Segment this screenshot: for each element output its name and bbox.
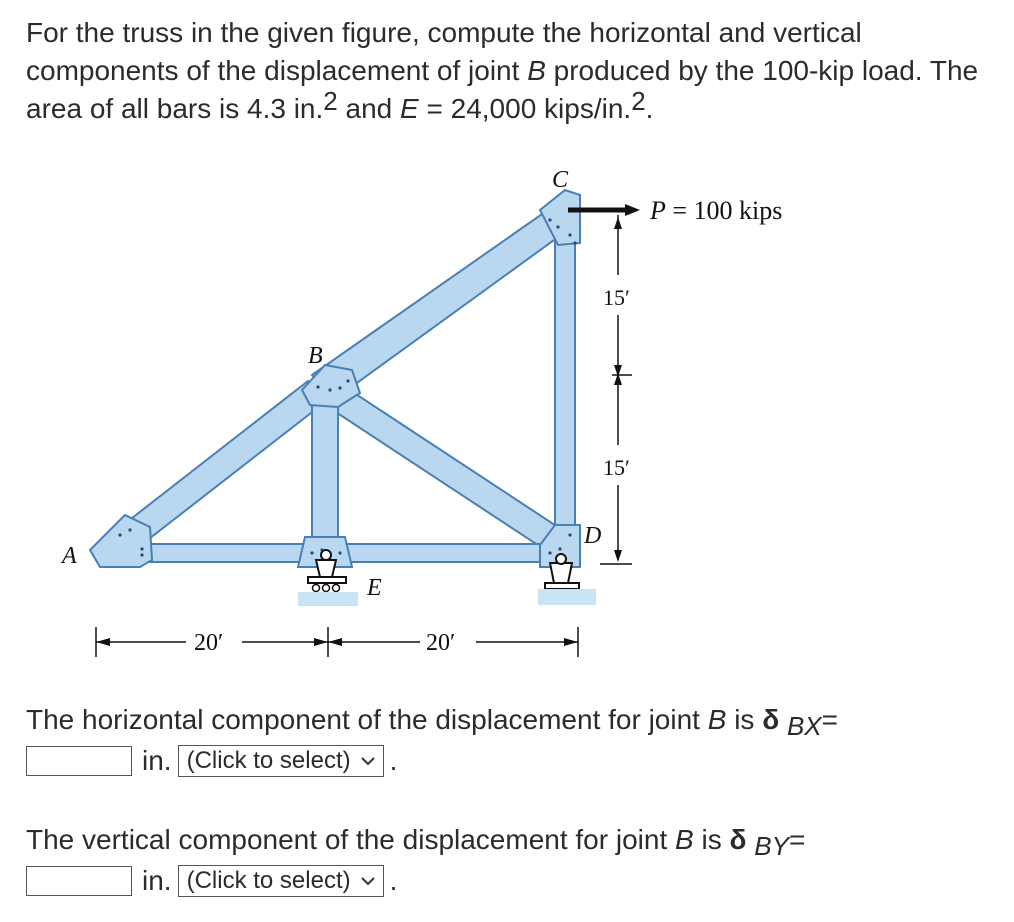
- question-by-text: The vertical component of the displacement for joint B is δ BY=: [26, 824, 806, 861]
- by-direction-select[interactable]: [178, 865, 384, 897]
- problem-text: produced by the 100-kip load. The area of all bars is 4.3 in.: [26, 55, 979, 124]
- exponent: 2: [323, 85, 338, 116]
- chevron-down-icon: [359, 752, 377, 770]
- label-c: C: [552, 167, 569, 193]
- problem-text: .: [645, 93, 654, 124]
- dim-vertical-bottom-label: 15′: [603, 455, 630, 480]
- answer-row-by: in. (Click to select) .: [26, 862, 996, 900]
- chevron-down-icon: [359, 872, 377, 890]
- bx-value-input[interactable]: [26, 746, 132, 776]
- delta-symbol: δ: [762, 704, 780, 735]
- subscript-by: BY: [754, 831, 789, 861]
- bx-unit: in.: [142, 745, 172, 776]
- problem-statement: [26, 14, 986, 128]
- problem-text: and: [337, 93, 401, 124]
- exponent: 2: [631, 85, 646, 116]
- horizontal-dimension: [96, 627, 578, 657]
- member-cd: [555, 211, 575, 541]
- by-select-label: (Click to select): [186, 867, 351, 894]
- dim-horizontal-right-label: 20′: [426, 630, 456, 656]
- vertical-dimension: [600, 215, 632, 564]
- subscript-bx: BX: [786, 711, 822, 741]
- label-b: B: [308, 343, 323, 369]
- question-bx-text: The horizontal component of the displacement for joint B is δ BX=: [26, 704, 839, 741]
- dim-vertical-top-label: 15′: [603, 285, 630, 310]
- member-bd: [322, 381, 570, 557]
- truss-figure: [40, 165, 860, 675]
- gusset-a: [90, 515, 152, 567]
- label-e: E: [367, 575, 382, 601]
- delta-symbol: δ: [729, 824, 747, 855]
- problem-text: = 24,000 kips/in.: [418, 93, 632, 124]
- bx-select-label: (Click to select): [186, 747, 351, 774]
- label-a: A: [62, 543, 77, 569]
- bx-direction-select[interactable]: [178, 745, 384, 777]
- by-value-input[interactable]: [26, 866, 132, 896]
- question-bx: [26, 700, 996, 780]
- answer-row-bx: in. (Click to select) .: [26, 742, 996, 780]
- member-ed: [336, 544, 558, 562]
- problem-joint: B: [527, 55, 546, 86]
- load-label: P = 100 kips: [650, 196, 783, 225]
- problem-text: For the truss in the given figure, compute the horizontal and vertical components of the displacement of joint: [26, 17, 862, 86]
- member-be: [312, 397, 338, 547]
- modulus-symbol: E: [400, 93, 419, 124]
- question-by: [26, 820, 996, 900]
- dim-horizontal-left-label: 20′: [194, 630, 224, 656]
- by-unit: in.: [142, 865, 172, 896]
- label-d: D: [584, 523, 602, 549]
